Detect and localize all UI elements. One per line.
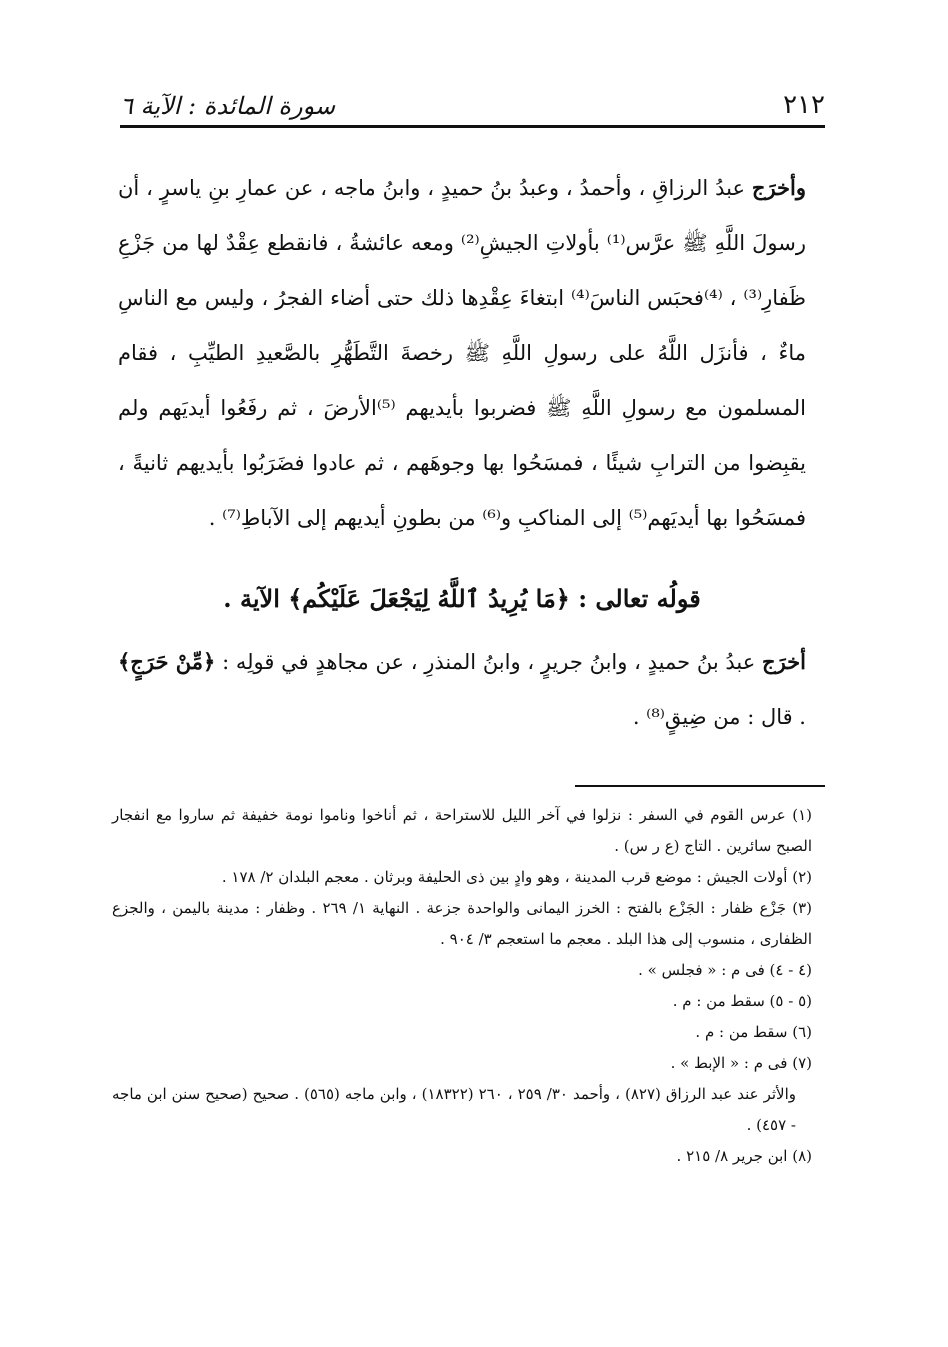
paragraph-lead-word: وأخرَج bbox=[751, 175, 806, 200]
footnote: (٧) فى م : « الإبط » . bbox=[670, 1054, 812, 1072]
footnote-source-note: والأثر عند عبد الرزاق (٨٢٧) ، وأحمد ٣٠/ ٢٥٩ ، ٢٦٠ (١٨٣٢٢) ، وابن ماجه (٥٦٥) . صحيح (صحيح سنن ابن ماجه - ٤٥٧) . bbox=[112, 1085, 797, 1134]
verse-heading-suffix: الآية . bbox=[223, 584, 289, 613]
verse-quote: ﴿مِّنْ حَرَجٍ﴾ bbox=[118, 649, 216, 674]
footnote: (٥ - ٥) سقط من : م . bbox=[672, 992, 812, 1010]
footnote: (٦) سقط من : م . bbox=[695, 1023, 812, 1041]
running-title: سورة المائدة : الآية ٦ bbox=[120, 92, 336, 120]
page-number: ٢١٢ bbox=[783, 90, 825, 120]
paragraph-mujahid bbox=[118, 634, 806, 745]
paragraph-text: عبدُ بنُ حميدٍ ، وابنُ جريرٍ ، وابنُ المنذرِ ، عن مجاهدٍ في قولِه : bbox=[215, 650, 763, 674]
main-text bbox=[118, 160, 806, 745]
paragraph-hadith-tayammum bbox=[118, 160, 806, 546]
footnote: (٨) ابن جرير ٨/ ٢١٥ . bbox=[676, 1147, 812, 1165]
footnote: (٢) أولات الجيش : موضع قرب المدينة ، وهو وادٍ بين ذى الحليفة وبرثان . معجم البلدان ٢/ ١٧٨ . bbox=[221, 868, 812, 886]
footnote-rule bbox=[575, 785, 825, 787]
footnote: (٣) جَزْع ظفار : الجَزْع بالفتح : الخرز اليمانى والواحدة جزعة . النهاية ١/ ٢٦٩ . وظفار : مدينة باليمن ، والجزع الظفارى ، منسوب إلى هذا البلد . معجم ما استعجم ٣/ ٩٠٤ . bbox=[112, 899, 812, 948]
verse-heading bbox=[118, 574, 806, 624]
footnote: (٤ - ٤) فى م : « فجلس » . bbox=[638, 961, 812, 979]
header-rule bbox=[120, 125, 825, 128]
paragraph-end: . قال : من ضِيقٍ⁽⁸⁾ . bbox=[632, 705, 806, 729]
verse-quote: ﴿مَا يُرِيدُ ٱللَّهُ لِيَجْعَلَ عَلَيْكُم﴾ bbox=[288, 584, 570, 613]
verse-heading-prefix: قولُه تعالى : bbox=[569, 584, 701, 613]
footnotes bbox=[112, 800, 812, 1172]
paragraph-lead-word: أخرَج bbox=[762, 649, 806, 674]
page-header bbox=[120, 74, 825, 118]
footnote: (١) عرس القوم في السفر : نزلوا في آخر الليل للاستراحة ، ثم أناخوا وناموا نومة خفيفة ثم ساروا مع انفجار الصبح سائرين . التاج (ع ر س) . bbox=[112, 806, 812, 855]
paragraph-text: عبدُ الرزاقِ ، وأحمدُ ، وعبدُ بنُ حميدٍ ، وابنُ ماجه ، عن عمارِ بنِ ياسرٍ ، أن رسولَ اللَّهِ ﷺ عرَّس⁽¹⁾ بأولاتِ الجيشِ⁽²⁾ ومعه عائشةُ ، فانقطع عِقْدٌ لها من جَزْعِ ظَفارِ⁽³⁾ ، ⁽⁴⁾فحبَس الناسَ⁽⁴⁾ ابتغاءَ عِقْدِها ذلك حتى أضاء الفجرُ ، وليس مع الناسِ ماءٌ ، فأنزَل اللَّهُ على رسولِ اللَّهِ ﷺ رخصةَ التَّطَهُّرِ بالصَّعيدِ الطيِّبِ ، فقام المسلمون مع رسولِ اللَّهِ ﷺ فضربوا بأيديهم ⁽⁵⁾الأرضَ ، ثم رفَعُوا أيديَهم ولم يقبِضوا من الترابِ شيئًا ، فمسَحُوا بها وجوهَهم ، ثم عادوا فضَرَبُوا بأيديهم ثانيةً ، فمسَحُوا بها أيديَهم⁽⁵⁾ إلى المناكبِ و⁽⁶⁾ من بطونِ أيديهم إلى الآباطِ⁽⁷⁾ . bbox=[118, 176, 806, 530]
